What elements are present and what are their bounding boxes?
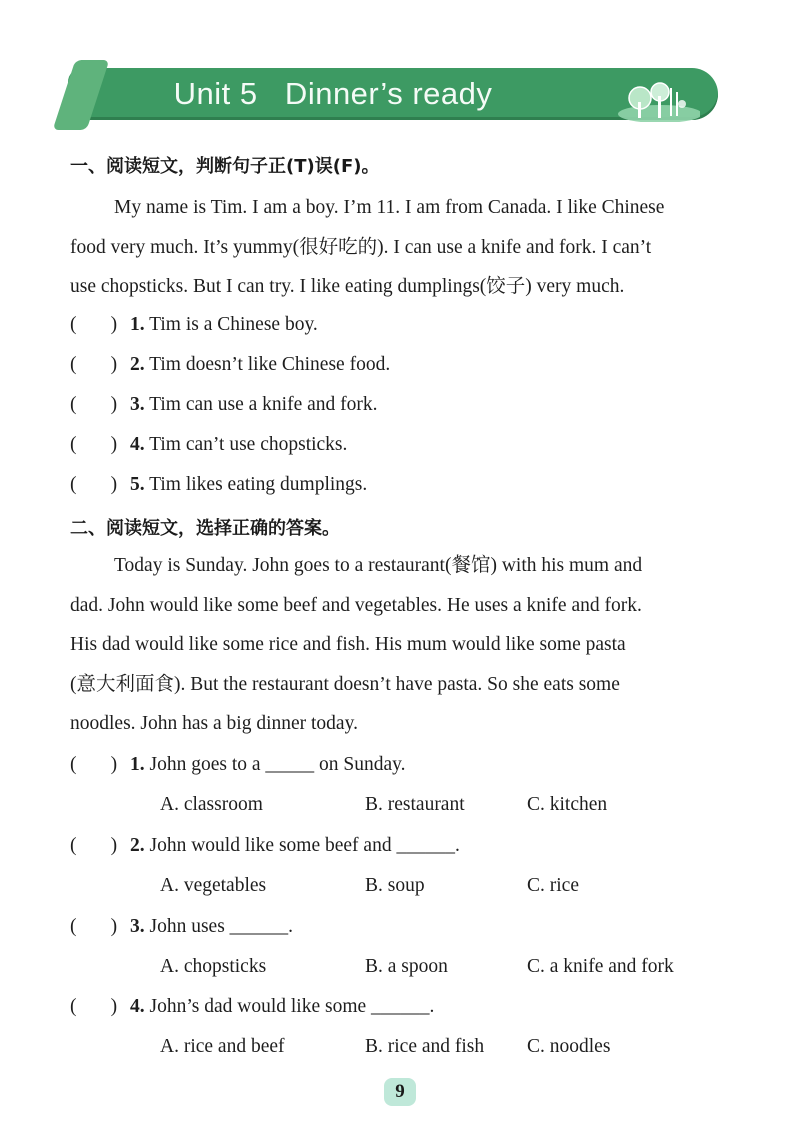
- question-number: 2.: [130, 835, 145, 856]
- answer-blank[interactable]: ( ): [70, 434, 118, 455]
- option-b[interactable]: B. soup: [365, 875, 425, 896]
- passage-line: (意大利面食). But the restaurant doesn’t have pasta. So she eats some: [70, 673, 620, 695]
- passage-line: His dad would like some rice and fish. His mum would like some pasta: [70, 634, 626, 655]
- section1-heading: 一、阅读短文，判断句子正(T)误(F)。: [70, 156, 380, 177]
- option-b[interactable]: B. rice and fish: [365, 1036, 485, 1057]
- mc-question: [70, 916, 293, 938]
- option-c[interactable]: C. rice: [527, 875, 579, 896]
- question-text: John would like some beef and ______.: [144, 835, 460, 856]
- passage-line: dad. John would like some beef and vegetables. He uses a knife and fork.: [70, 594, 642, 616]
- question-text: John uses ______.: [144, 916, 294, 937]
- unit-title: Unit 5 Dinner’s ready: [173, 76, 493, 111]
- answer-blank[interactable]: ( ): [70, 394, 118, 415]
- answer-blank[interactable]: ( ): [70, 354, 118, 375]
- answer-blank[interactable]: ( ): [70, 835, 118, 856]
- answer-blank[interactable]: ( ): [70, 474, 118, 495]
- passage-line: use chopsticks. But I can try. I like eating dumplings(饺子) very much.: [70, 276, 625, 297]
- question-number: 3.: [130, 916, 145, 937]
- option-a[interactable]: A. classroom: [160, 794, 263, 815]
- passage-line: My name is Tim. I am a boy. I’m 11. I am from Canada. I like Chinese: [114, 197, 665, 218]
- section2-passage: [70, 546, 722, 744]
- tf-question: [70, 394, 378, 416]
- section2-heading: 二、阅读短文，选择正确的答案。: [70, 518, 340, 539]
- question-number: 3.: [130, 394, 145, 415]
- answer-blank[interactable]: ( ): [70, 314, 118, 335]
- option-c[interactable]: C. noodles: [527, 1036, 611, 1057]
- option-a[interactable]: A. rice and beef: [160, 1036, 285, 1057]
- question-number: 5.: [130, 474, 145, 495]
- option-a[interactable]: A. chopsticks: [160, 956, 267, 977]
- answer-blank[interactable]: ( ): [70, 916, 118, 937]
- tree-illustration-icon: [610, 78, 700, 122]
- unit-title-banner: [68, 68, 718, 120]
- question-text: Tim can’t use chopsticks.: [144, 434, 348, 455]
- passage-line: noodles. John has a big dinner today.: [70, 713, 358, 734]
- mc-question: [70, 754, 406, 776]
- option-b[interactable]: B. restaurant: [365, 794, 465, 815]
- question-number: 1.: [130, 754, 145, 775]
- question-text: John’s dad would like some ______.: [144, 996, 435, 1017]
- mc-question: [70, 835, 460, 857]
- tf-question: [70, 434, 347, 456]
- question-number: 2.: [130, 354, 145, 375]
- passage-line: Today is Sunday. John goes to a restaurant(餐馆) with his mum and: [114, 555, 643, 576]
- option-c[interactable]: C. a knife and fork: [527, 956, 674, 977]
- mc-question: [70, 996, 434, 1018]
- answer-blank[interactable]: ( ): [70, 754, 118, 775]
- tf-question: [70, 474, 367, 496]
- question-number: 4.: [130, 434, 145, 455]
- option-c[interactable]: C. kitchen: [527, 794, 608, 815]
- tf-question: [70, 314, 318, 336]
- option-a[interactable]: A. vegetables: [160, 875, 267, 896]
- page-number: 9: [384, 1078, 416, 1106]
- question-text: Tim is a Chinese boy.: [144, 314, 318, 335]
- section1-passage: [70, 188, 722, 307]
- question-text: Tim likes eating dumplings.: [144, 474, 368, 495]
- option-b[interactable]: B. a spoon: [365, 956, 448, 977]
- question-number: 4.: [130, 996, 145, 1017]
- tf-question: [70, 354, 390, 376]
- passage-line: food very much. It’s yummy(很好吃的). I can use a knife and fork. I can’t: [70, 236, 652, 258]
- question-text: Tim doesn’t like Chinese food.: [144, 354, 391, 375]
- question-number: 1.: [130, 314, 145, 335]
- question-text: John goes to a _____ on Sunday.: [144, 754, 406, 775]
- answer-blank[interactable]: ( ): [70, 996, 118, 1017]
- question-text: Tim can use a knife and fork.: [144, 394, 378, 415]
